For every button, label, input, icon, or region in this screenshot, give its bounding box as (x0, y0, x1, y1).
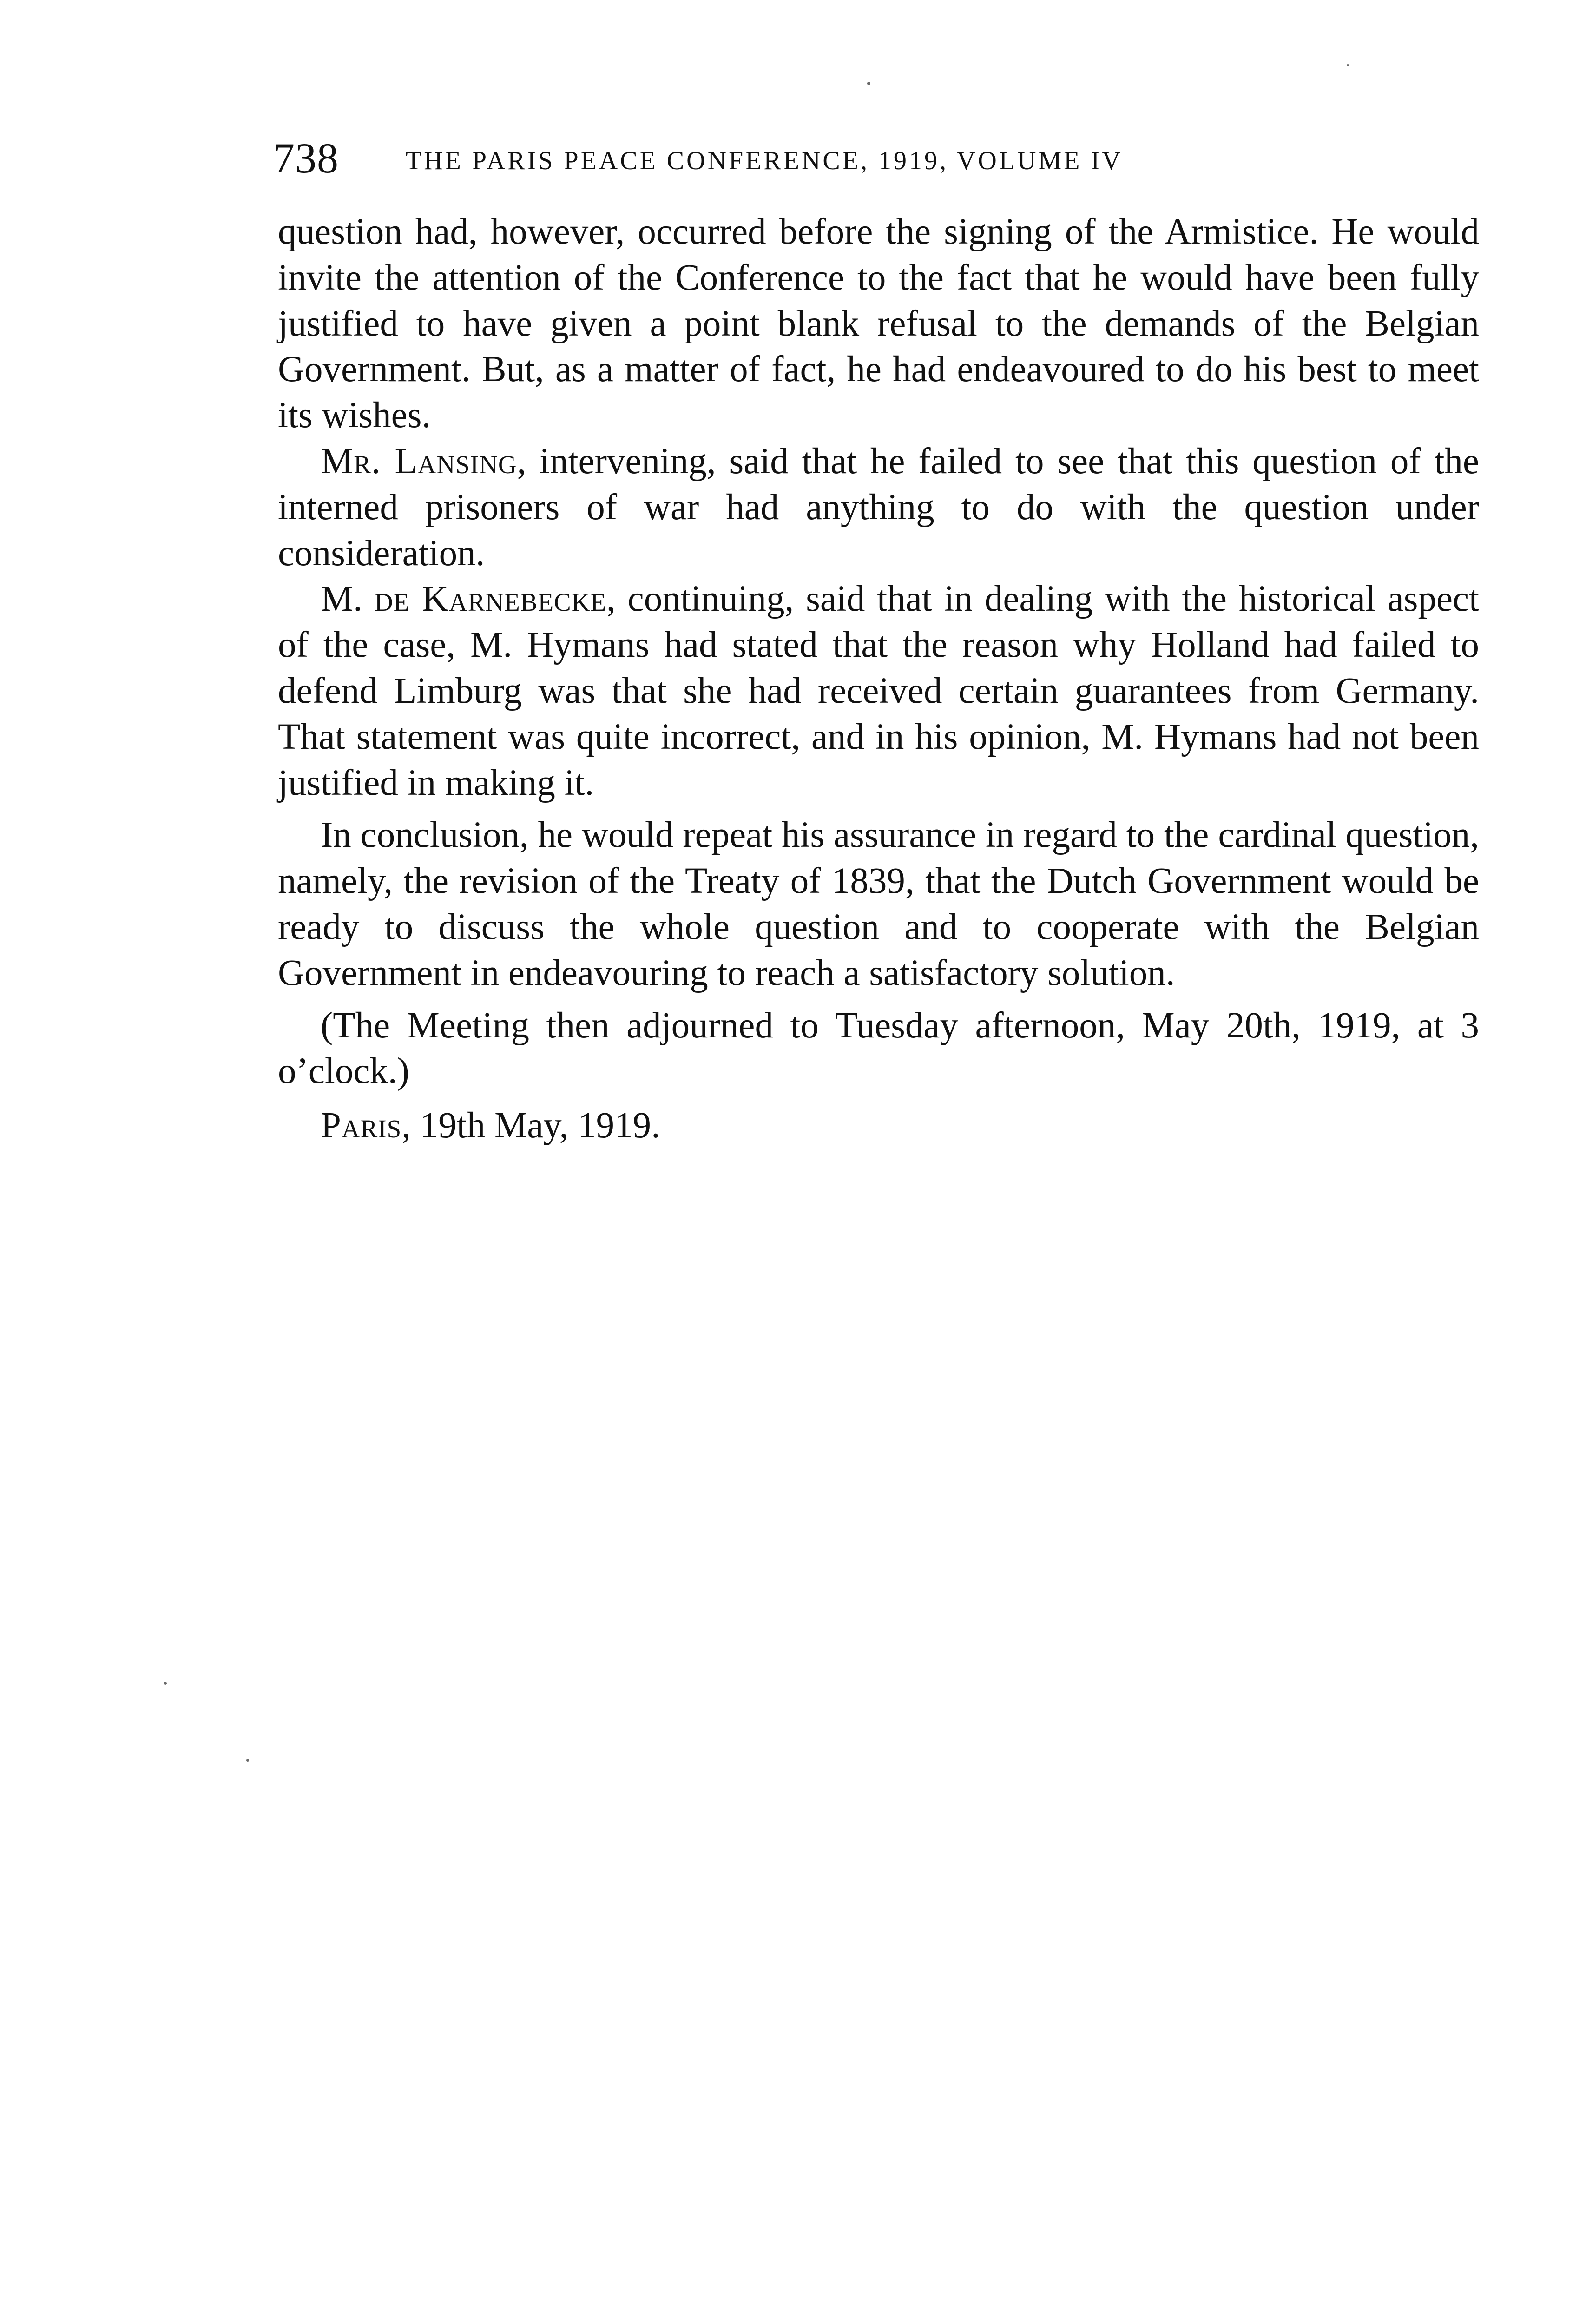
scan-speck (246, 1759, 249, 1762)
paragraph-text: , intervening, said that he failed to see that this question of the interned prisoners of war had anything to do with the question under consideration. (278, 441, 1479, 574)
speaker-name: de Karnebecke (374, 579, 607, 620)
scan-speck (1347, 64, 1349, 66)
signoff-date: , 19th May, 1919. (401, 1105, 660, 1146)
page-number: 738 (273, 134, 339, 182)
page-header (273, 132, 1481, 198)
speaker-prefix: M. (321, 579, 375, 620)
signoff-place: Paris (321, 1105, 402, 1146)
paragraph-conclusion: In conclusion, he would repeat his assurance in regard to the cardinal question, namely, the revision of the Treaty of 1839, that the Dutch Government would be ready to discuss the whole question and to cooperate with the Belgian Government in endeavouring to reach a satisfactory solution. (278, 815, 1479, 993)
speaker-name: Mr. Lansing (321, 441, 517, 482)
body-text (278, 209, 1479, 1149)
scan-speck (867, 82, 870, 85)
paragraph-adjournment: (The Meeting then adjourned to Tuesday afternoon, May 20th, 1919, at 3 o’clock.) (278, 1005, 1479, 1092)
scan-speck (164, 1682, 167, 1685)
signoff (278, 1103, 1479, 1149)
paragraph-continuation: question had, however, occurred before the signing of the Armistice. He would invite the attention of the Conference to the fact that he would have been fully justified to have given a point blank refusal to the demands of the Belgian Government. But, as a matter of fact, he had endeavoured to do his best to meet its wishes. (278, 211, 1479, 436)
paragraph-lansing (278, 439, 1479, 576)
running-head: THE PARIS PEACE CONFERENCE, 1919, VOLUME IV (406, 146, 1123, 175)
paragraph-text: , continuing, said that in dealing with the historical aspect of the case, M. Hymans had stated that the reason why Holland had failed to defend Limburg was that she had received certain guarantees from Germany. That statement was quite incorrect, and in his opinion, M. Hymans had not been justified in making it. (278, 579, 1480, 803)
paragraph-karnebecke (278, 576, 1479, 806)
